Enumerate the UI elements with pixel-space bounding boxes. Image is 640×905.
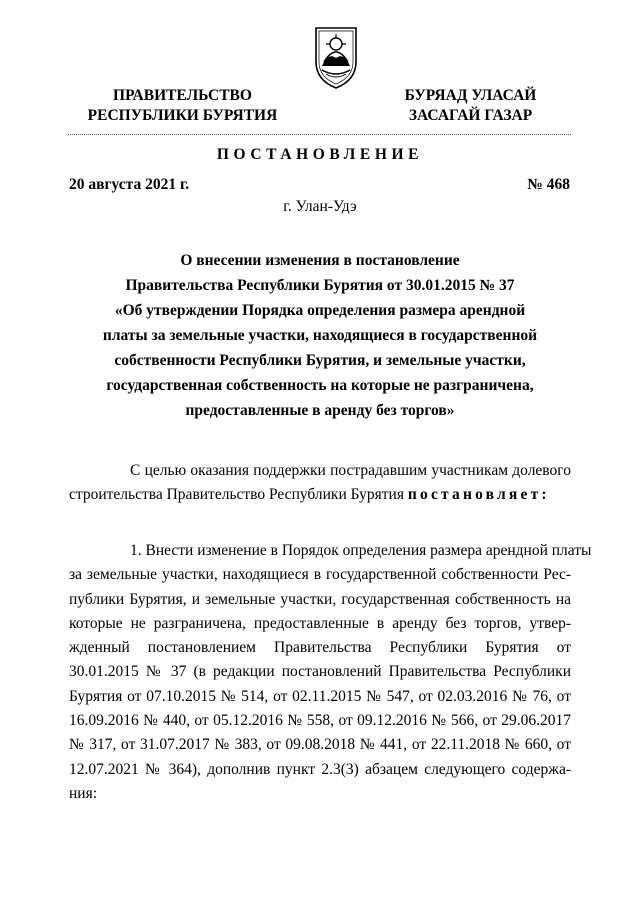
header-right-line1: БУРЯАД УЛАСАЙ [404,87,537,104]
document-type-title: ПОСТАНОВЛЕНИЕ [216,146,424,163]
paragraph-line: № 317, от 31.07.2017 № 383, от 09.08.2018 № 441, от 22.11.2018 № 660, от [69,736,571,754]
document-city: г. Улан-Удэ [283,198,357,215]
header-left-line2: РЕСПУБЛИКИ БУРЯТИЯ [87,107,278,124]
paragraph-line: Бурятия от 07.10.2015 № 514, от 02.11.2015 № 547, от 02.03.2016 № 76, от [69,687,571,705]
preamble-text: строительства Правительство Республики Бурятия [69,486,408,504]
paragraph-line [69,483,571,507]
document-number: № 468 [527,176,570,193]
subject-line: О внесении изменения в постановление [180,252,460,269]
coat-of-arms-icon [308,22,364,90]
subject-line: собственности Республики Бурятия, и земельные участки, [114,352,526,369]
paragraph-line: 16.09.2016 № 440, от 05.12.2016 № 558, от 09.12.2016 № 566, от 29.06.2017 [69,712,571,730]
document-date: 20 августа 2021 г. [69,176,190,193]
subject-line: «Об утверждении Порядка определения размера арендной [114,302,526,319]
paragraph-line: жденный постановлением Правительства Республики Бурятия от [69,639,571,657]
header-right-line2: ЗАСАГАЙ ГАЗАР [408,107,533,124]
subject-line: Правительства Республики Бурятия от 30.01.2015 № 37 [125,277,515,294]
government-name-buryat [388,86,553,126]
paragraph-line: 30.01.2015 № 37 (в редакции постановлений Правительства Республики [69,663,571,681]
preamble-paragraph [69,459,571,508]
header-divider [68,134,571,135]
subject-line: государственная собственность на которые не разграничена, [106,377,534,394]
government-name-russian [80,86,285,126]
header-left-line1: ПРАВИТЕЛЬСТВО [113,87,252,104]
subject-line: предоставленные в аренду без торгов» [185,402,455,419]
paragraph-line: публики Бурятия, и земельные участки, государственная собственность на [69,590,571,608]
paragraph-line: 12.07.2021 № 364), дополнив пункт 2.3(3) абзацем следующего содержа- [69,760,571,778]
clause-1-paragraph [69,539,592,806]
paragraph-line: ния: [69,784,98,802]
subject-line: платы за земельные участки, находящиеся в государственной [102,327,538,344]
paragraph-line: 1. Внести изменение в Порядок определения размера арендной платы [130,542,592,559]
resolves-keyword: постановляет: [407,486,550,504]
paragraph-line: С целью оказания поддержки пострадавшим участникам долевого [130,462,571,479]
document-subject [60,248,580,423]
paragraph-line: которые не разграничена, предоставленные в аренду без торгов, утвер- [69,614,571,632]
paragraph-line: за земельные участки, находящиеся в государственной собственности Рес- [69,566,571,584]
